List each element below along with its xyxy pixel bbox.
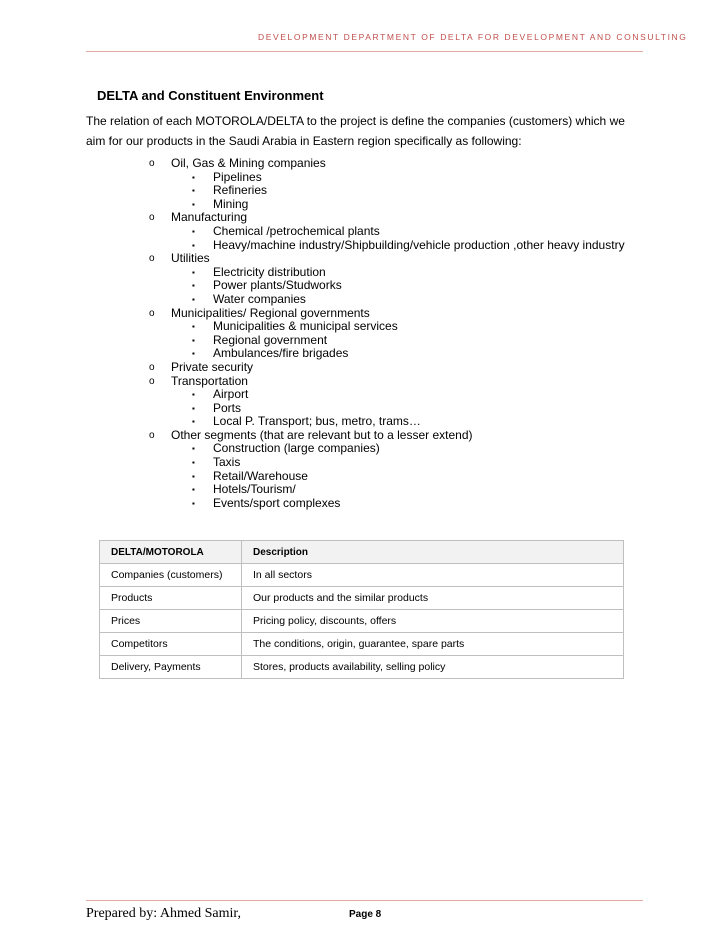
- square-bullet-icon: ▪: [192, 186, 195, 196]
- square-bullet-icon: ▪: [192, 267, 195, 277]
- sub-item-label: Ambulances/fire brigades: [213, 346, 349, 361]
- sub-item-label: Ports: [213, 400, 242, 415]
- square-bullet-icon: ▪: [192, 417, 195, 427]
- header-divider: [86, 51, 643, 52]
- table-cell: Delivery, Payments: [100, 656, 242, 679]
- sub-item: [86, 279, 646, 293]
- square-bullet-icon: ▪: [192, 403, 195, 413]
- circle-bullet-icon: o: [149, 429, 155, 441]
- circle-bullet-icon: o: [149, 307, 155, 319]
- sub-item-label: Electricity distribution: [213, 264, 326, 279]
- table-cell: Prices: [100, 610, 242, 633]
- sub-item: [86, 225, 646, 239]
- table-header-row: [100, 541, 624, 564]
- sub-item-label: Local P. Transport; bus, metro, trams…: [213, 414, 421, 429]
- segment-item: [86, 307, 646, 321]
- sub-item: [86, 347, 646, 361]
- table-row: [100, 656, 624, 679]
- square-bullet-icon: ▪: [192, 498, 195, 508]
- circle-bullet-icon: o: [149, 253, 155, 265]
- square-bullet-icon: ▪: [192, 390, 195, 400]
- sub-item: [86, 184, 646, 198]
- segment-label: Transportation: [171, 373, 248, 388]
- sub-item-label: Retail/Warehouse: [213, 468, 308, 483]
- square-bullet-icon: ▪: [192, 349, 195, 359]
- sub-item: [86, 483, 646, 497]
- square-bullet-icon: ▪: [192, 458, 195, 468]
- sub-item: [86, 497, 646, 511]
- sub-item-label: Airport: [213, 387, 249, 402]
- segment-item: [86, 252, 646, 266]
- sub-item: [86, 239, 646, 253]
- sub-item-label: Taxis: [213, 455, 241, 470]
- table-row: [100, 564, 624, 587]
- sub-item-label: Regional government: [213, 332, 328, 347]
- page-header: DEVELOPMENT DEPARTMENT OF DELTA FOR DEVELOPMENT AND CONSULTING: [258, 32, 688, 42]
- footer-divider: [86, 900, 643, 901]
- segment-label: Municipalities/ Regional governments: [171, 305, 370, 320]
- sub-item: [86, 388, 646, 402]
- segment-item: [86, 361, 646, 375]
- segment-item: [86, 157, 646, 171]
- sub-item: [86, 456, 646, 470]
- square-bullet-icon: ▪: [192, 226, 195, 236]
- sub-item-label: Refineries: [213, 183, 268, 198]
- sub-item: [86, 442, 646, 456]
- segment-label: Other segments (that are relevant but to a lesser extend): [171, 427, 473, 442]
- sub-item-label: Hotels/Tourism/: [213, 482, 296, 497]
- sub-item-label: Mining: [213, 196, 249, 211]
- table-cell: Stores, products availability, selling policy: [242, 656, 624, 679]
- sub-item-label: Pipelines: [213, 169, 262, 184]
- section-title: DELTA and Constituent Environment: [97, 88, 324, 103]
- square-bullet-icon: ▪: [192, 240, 195, 250]
- sub-item: [86, 320, 646, 334]
- sub-item-label: Construction (large companies): [213, 441, 380, 456]
- segment-label: Oil, Gas & Mining companies: [171, 156, 326, 170]
- sub-item: [86, 415, 646, 429]
- segment-label: Manufacturing: [171, 210, 248, 225]
- segment-list: [86, 157, 646, 510]
- square-bullet-icon: ▪: [192, 281, 195, 291]
- sub-item: [86, 266, 646, 280]
- square-bullet-icon: ▪: [192, 294, 195, 304]
- segment-label: Private security: [171, 359, 254, 374]
- sub-item-label: Water companies: [213, 291, 306, 306]
- sub-item-label: Heavy/machine industry/Shipbuilding/vehicle production ,other heavy industry: [213, 237, 625, 252]
- table-cell: Our products and the similar products: [242, 587, 624, 610]
- segment-label: Utilities: [171, 251, 210, 266]
- sub-item: [86, 470, 646, 484]
- table-cell: Competitors: [100, 633, 242, 656]
- table-cell: Pricing policy, discounts, offers: [242, 610, 624, 633]
- intro-paragraph: The relation of each MOTOROLA/DELTA to the project is define the companies (customers) which we aim for our products in the Saudi Arabia in Eastern region specifically as following:: [86, 114, 625, 148]
- table-cell: In all sectors: [242, 564, 624, 587]
- segment-item: [86, 211, 646, 225]
- sub-item: [86, 402, 646, 416]
- sub-item-label: Events/sport complexes: [213, 495, 341, 510]
- segment-item: [86, 375, 646, 389]
- table-cell: The conditions, origin, guarantee, spare parts: [242, 633, 624, 656]
- square-bullet-icon: ▪: [192, 172, 195, 182]
- square-bullet-icon: ▪: [192, 199, 195, 209]
- prepared-by: Prepared by: Ahmed Samir,: [86, 906, 241, 921]
- circle-bullet-icon: o: [149, 212, 155, 224]
- table-cell: Companies (customers): [100, 564, 242, 587]
- sub-item: [86, 198, 646, 212]
- sub-item: [86, 293, 646, 307]
- circle-bullet-icon: o: [149, 158, 155, 169]
- table-header-cell: DELTA/MOTOROLA: [100, 541, 242, 564]
- segment-item: [86, 429, 646, 443]
- sub-item-label: Chemical /petrochemical plants: [213, 223, 380, 238]
- table-row: [100, 610, 624, 633]
- page-number: Page 8: [349, 909, 382, 920]
- square-bullet-icon: ▪: [192, 444, 195, 454]
- sub-item: [86, 171, 646, 185]
- table-row: [100, 633, 624, 656]
- sub-item: [86, 334, 646, 348]
- table-header-cell: Description: [242, 541, 624, 564]
- circle-bullet-icon: o: [149, 375, 155, 387]
- sub-item-label: Power plants/Studworks: [213, 278, 342, 293]
- square-bullet-icon: ▪: [192, 485, 195, 495]
- square-bullet-icon: ▪: [192, 335, 195, 345]
- table-row: [100, 587, 624, 610]
- circle-bullet-icon: o: [149, 361, 155, 373]
- square-bullet-icon: ▪: [192, 471, 195, 481]
- delta-motorola-table: [99, 540, 624, 679]
- square-bullet-icon: ▪: [192, 322, 195, 332]
- table-cell: Products: [100, 587, 242, 610]
- sub-item-label: Municipalities & municipal services: [213, 319, 398, 334]
